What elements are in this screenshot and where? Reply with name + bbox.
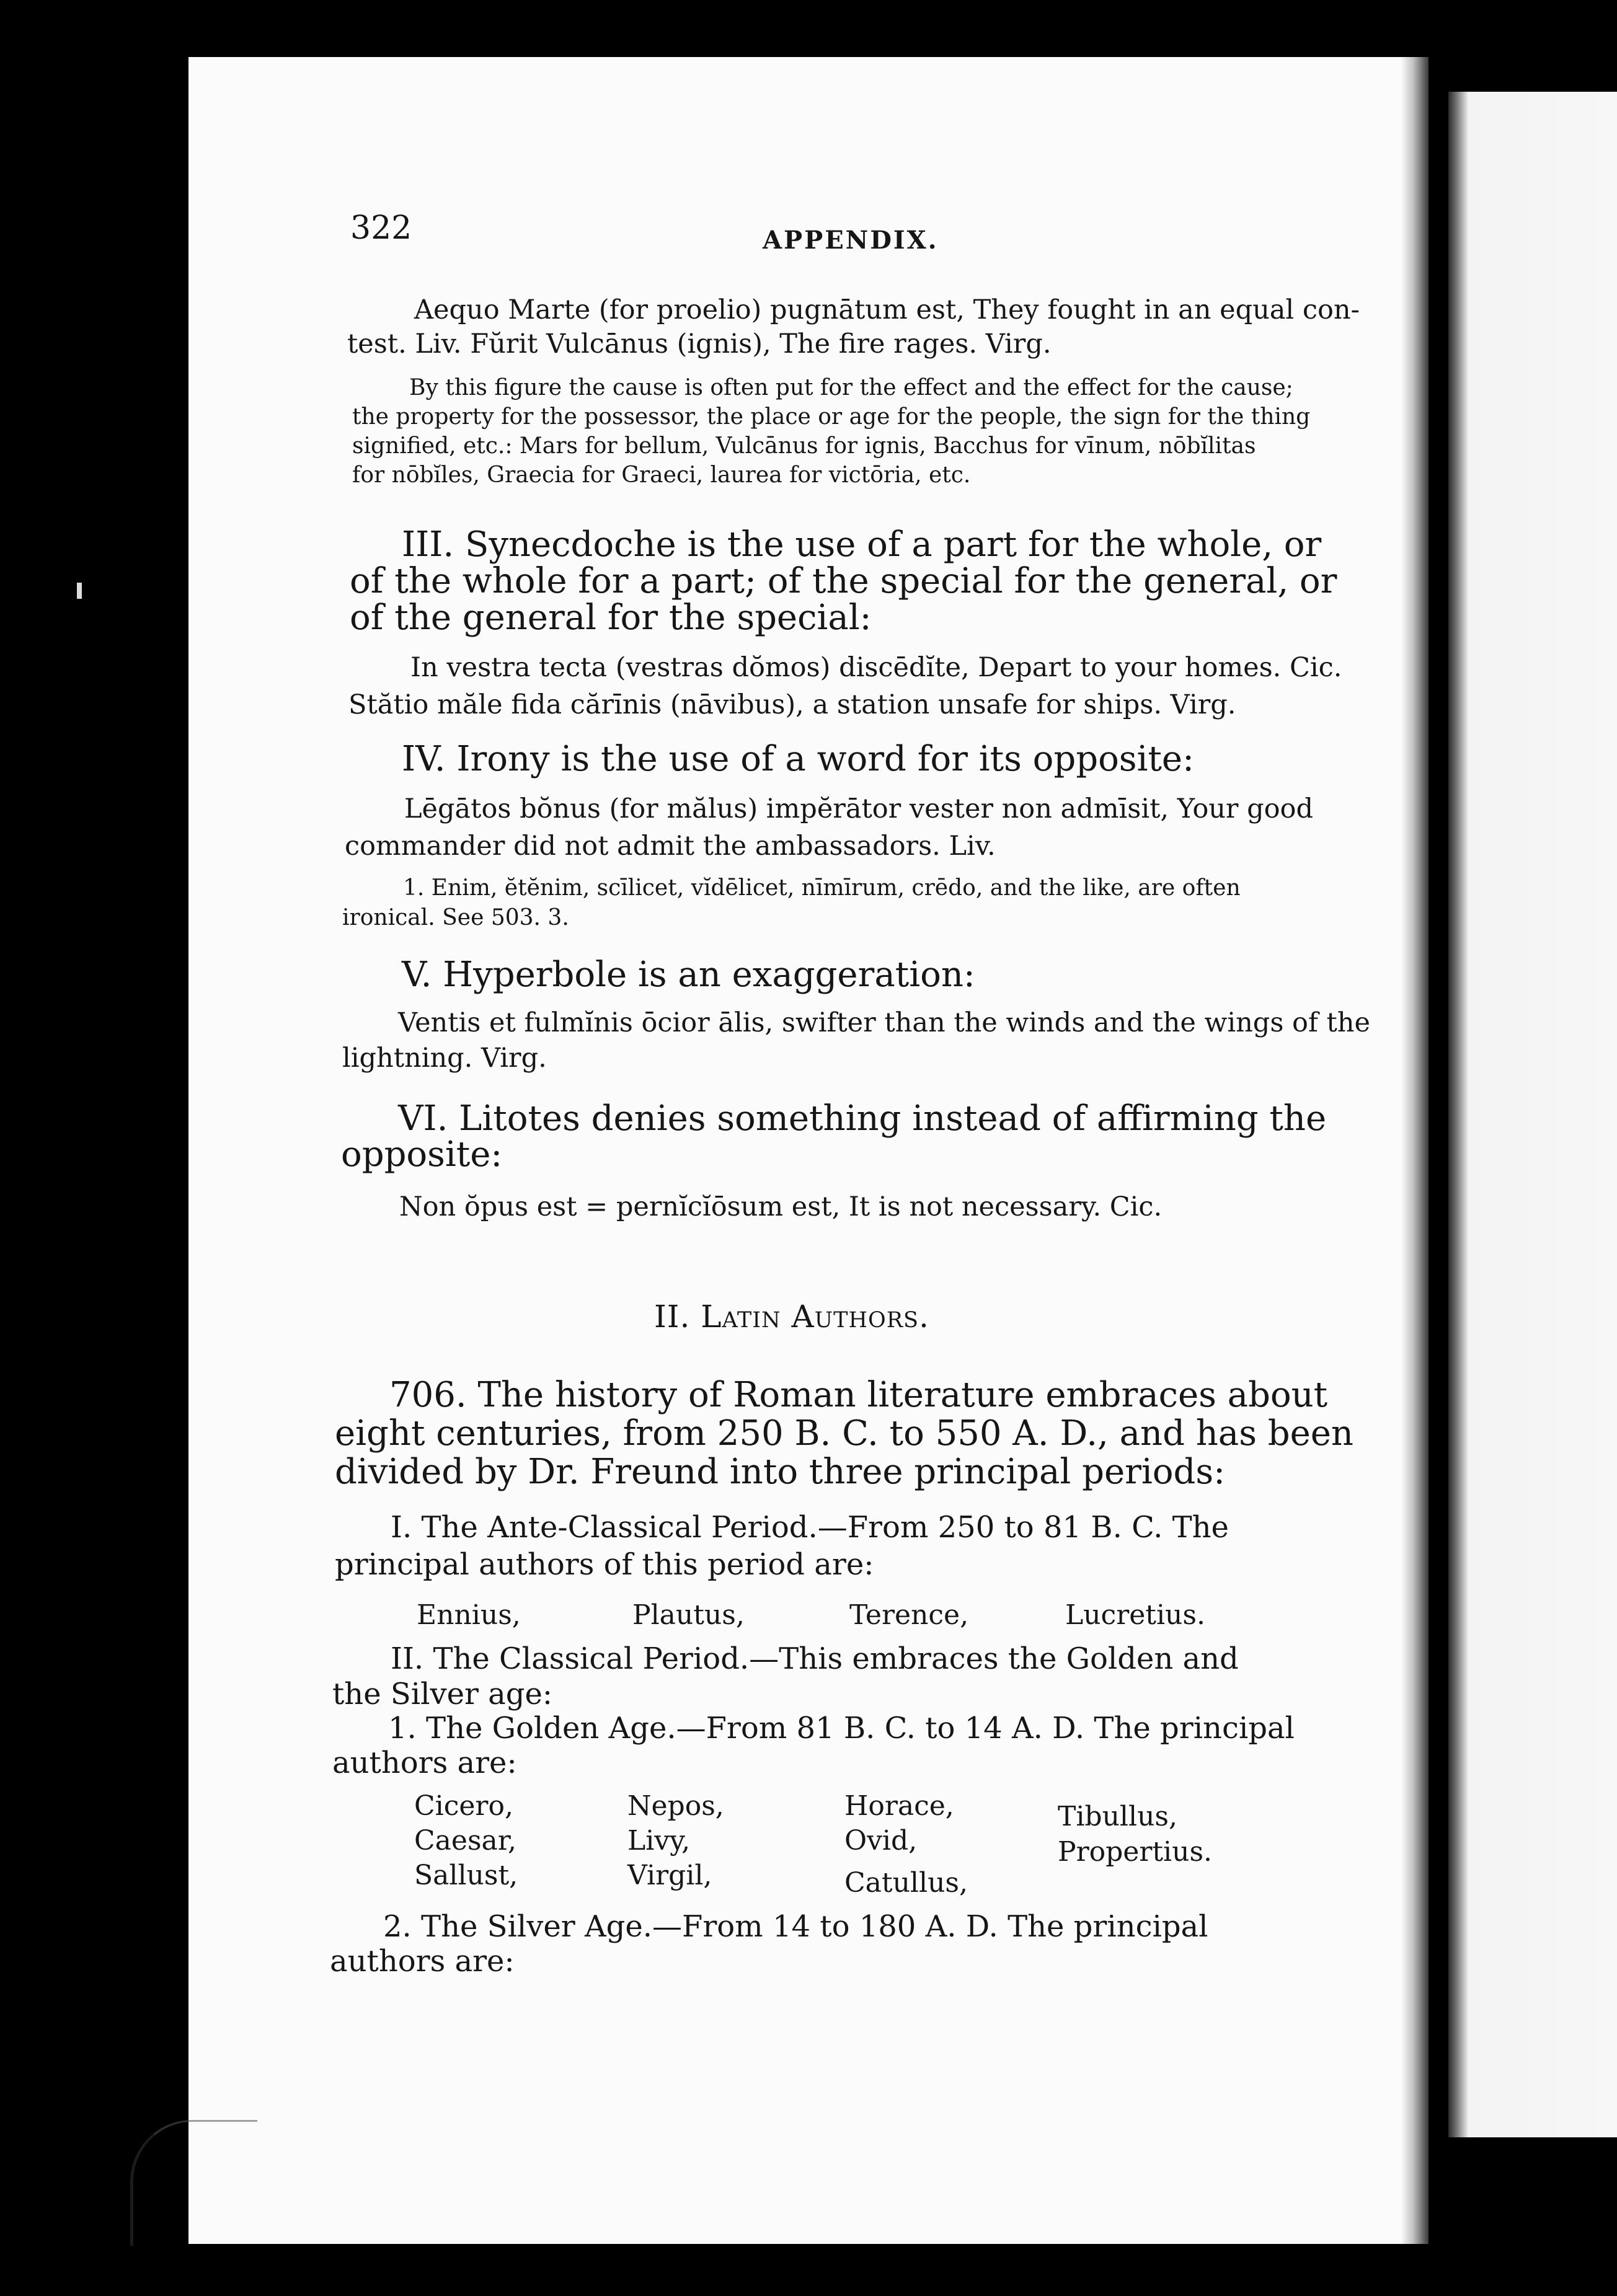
- irony-note-line: ironical. See 503. 3.: [342, 905, 569, 930]
- hyperbole-rule-line: V. Hyperbole is an exaggeration:: [402, 955, 975, 995]
- metonymy-note-line: By this figure the cause is often put for the effect and the effect for the cause;: [409, 375, 1293, 400]
- silver-age-line: authors are:: [330, 1944, 515, 1979]
- synecdoche-rule-line: of the general for the special:: [350, 598, 872, 638]
- synecdoche-rule-line: III. Synecdoche is the use of a part for the whole, or: [402, 524, 1322, 565]
- ante-classical-line: I. The Ante-Classical Period.—From 250 to 81 B. C. The: [391, 1510, 1229, 1545]
- author-name: Ennius,: [417, 1599, 521, 1631]
- page-gutter-shadow: [1401, 57, 1429, 2244]
- page-corner-curl: [130, 2120, 257, 2246]
- metonymy-example-line: test. Liv. Fŭrit Vulcānus (ignis), The fire rages. Virg.: [347, 329, 1052, 360]
- author-name: Virgil,: [627, 1860, 712, 1891]
- litotes-rule-line: VI. Litotes denies something instead of affirming the: [398, 1098, 1327, 1139]
- paragraph-706-line: 706. The history of Roman literature embraces about: [389, 1375, 1328, 1415]
- irony-rule-line: IV. Irony is the use of a word for its opposite:: [402, 739, 1194, 779]
- author-name: Horace,: [844, 1790, 954, 1822]
- synecdoche-example-line: Stătio măle fida cărīnis (nāvibus), a station unsafe for ships. Virg.: [348, 689, 1236, 720]
- hyperbole-example-line: Ventis et fulmĭnis ōcior ālis, swifter than the winds and the wings of the: [398, 1007, 1370, 1038]
- irony-example-line: Lēgātos bŏnus (for mălus) impĕrātor vester non admīsit, Your good: [404, 793, 1313, 824]
- author-name: Tibullus,: [1058, 1801, 1177, 1832]
- litotes-example-line: Non ŏpus est = pernĭcĭōsum est, It is not necessary. Cic.: [399, 1191, 1163, 1222]
- author-name: Nepos,: [627, 1790, 724, 1822]
- binding-mark: [77, 583, 82, 599]
- author-name: Propertius.: [1058, 1836, 1213, 1868]
- author-name: Livy,: [627, 1825, 691, 1857]
- metonymy-note-line: signified, etc.: Mars for bellum, Vulcānus for ignis, Bacchus for vīnum, nōbĭlitas: [352, 433, 1256, 459]
- synecdoche-example-line: In vestra tecta (vestras dŏmos) discēdĭte, Depart to your homes. Cic.: [410, 652, 1342, 683]
- irony-note-line: 1. Enim, ĕtĕnim, scīlicet, vĭdēlicet, nīmīrum, crēdo, and the like, are often: [403, 875, 1241, 901]
- golden-age-line: 1. The Golden Age.—From 81 B. C. to 14 A. D. The principal: [388, 1711, 1295, 1746]
- author-name: Terence,: [849, 1599, 969, 1631]
- ante-classical-line: principal authors of this period are:: [335, 1547, 874, 1582]
- page-number: 322: [350, 210, 412, 247]
- paragraph-706-line: eight centuries, from 250 B. C. to 550 A. D., and has been: [335, 1413, 1353, 1454]
- author-name: Sallust,: [414, 1860, 518, 1891]
- section-title: II. Latin Authors.: [654, 1299, 929, 1335]
- classical-line: the Silver age:: [332, 1677, 553, 1711]
- author-name: Cicero,: [414, 1790, 513, 1822]
- synecdoche-rule-line: of the whole for a part; of the special for the general, or: [350, 561, 1337, 601]
- litotes-rule-line: opposite:: [341, 1134, 503, 1175]
- author-name: Catullus,: [844, 1867, 968, 1899]
- classical-line: II. The Classical Period.—This embraces the Golden and: [391, 1641, 1239, 1676]
- metonymy-note-line: for nōbĭles, Graecia for Graeci, laurea for victōria, etc.: [352, 462, 971, 488]
- silver-age-line: 2. The Silver Age.—From 14 to 180 A. D. The principal: [383, 1909, 1208, 1944]
- golden-age-line: authors are:: [332, 1746, 517, 1780]
- author-name: Plautus,: [632, 1599, 745, 1631]
- facing-page-edge: [1448, 92, 1617, 2137]
- running-header: APPENDIX.: [763, 226, 939, 255]
- metonymy-note-line: the property for the possessor, the place or age for the people, the sign for the thing: [352, 404, 1311, 430]
- hyperbole-example-line: lightning. Virg.: [342, 1043, 547, 1074]
- metonymy-example-line: Aequo Marte (for proelio) pugnātum est, They fought in an equal con-: [414, 294, 1360, 325]
- author-name: Ovid,: [844, 1825, 918, 1857]
- author-name: Caesar,: [414, 1825, 516, 1857]
- paragraph-706-line: divided by Dr. Freund into three principal periods:: [335, 1452, 1225, 1492]
- irony-example-line: commander did not admit the ambassadors. Liv.: [345, 831, 996, 862]
- author-name: Lucretius.: [1065, 1599, 1205, 1631]
